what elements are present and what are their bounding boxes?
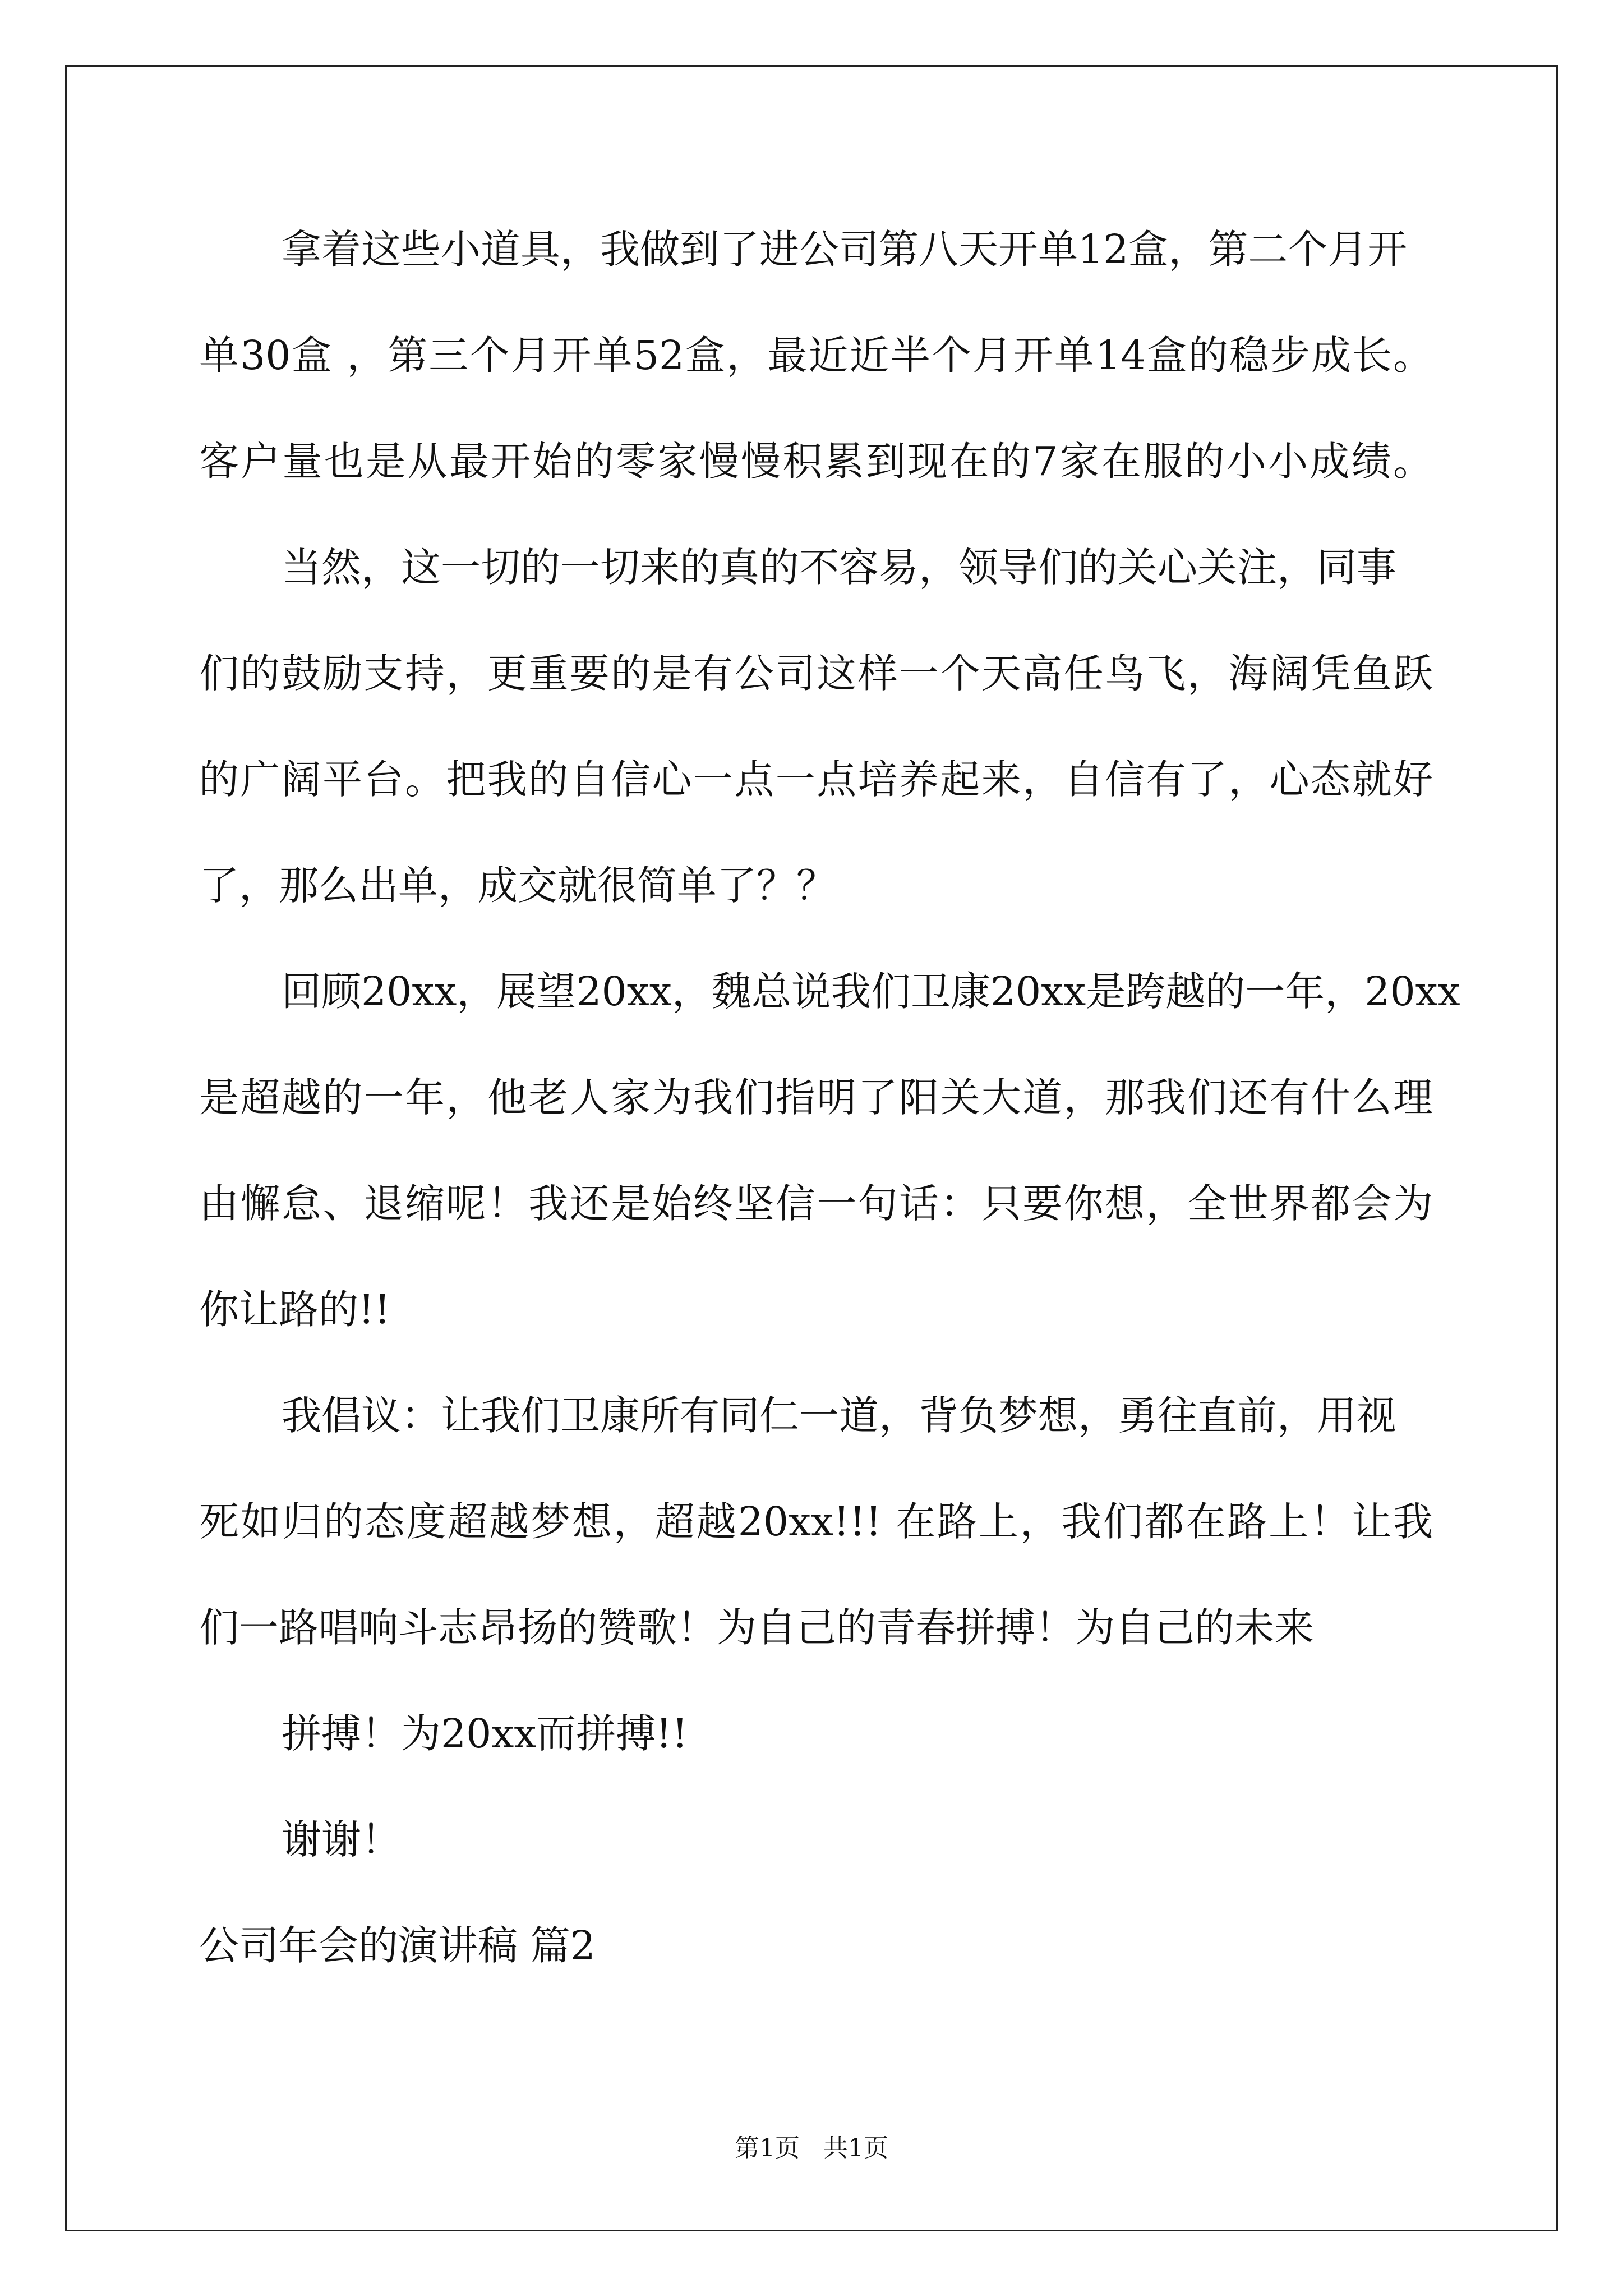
paragraph-3-line-3: 由懈怠、退缩呢！我还是始终坚信一句话：只要你想，全世界都会为 — [199, 1180, 1433, 1227]
paragraph-3-line-2: 是超越的一年，他老人家为我们指明了阳关大道，那我们还有什么理 — [199, 1074, 1433, 1121]
paragraph-4-line-4: 拼搏！为20xx而拼搏!! — [282, 1710, 688, 1757]
section-heading: 公司年会的演讲稿 篇2 — [199, 1922, 596, 1969]
paragraph-1-line-3: 客户量也是从最开始的零家慢慢积累到现在的7家在服的小小成绩。 — [199, 438, 1433, 485]
paragraph-3-line-1: 回顾20xx，展望20xx，魏总说我们卫康20xx是跨越的一年，20xx — [282, 968, 1460, 1015]
paragraph-1-line-2: 单30盒 ，第三个月开单52盒，最近近半个月开单14盒的稳步成长。 — [199, 332, 1433, 379]
closing-thanks: 谢谢！ — [282, 1816, 402, 1863]
page-number: 第1页 共1页 — [735, 2134, 888, 2162]
paragraph-2-line-4: 了，那么出单，成交就很简单了？？ — [199, 862, 837, 909]
paragraph-4-line-1: 我倡议：让我们卫康所有同仁一道，背负梦想，勇往直前，用视 — [282, 1392, 1397, 1439]
paragraph-4-line-2: 死如归的态度超越梦想，超越20xx!!! 在路上，我们都在路上！让我 — [199, 1498, 1433, 1545]
paragraph-1-line-1: 拿着这些小道具，我做到了进公司第八天开单12盒，第二个月开 — [282, 226, 1408, 273]
page-border — [65, 65, 1558, 2231]
paragraph-4-line-3: 们一路唱响斗志昂扬的赞歌！为自己的青春拼搏！为自己的未来 — [199, 1604, 1315, 1651]
paragraph-2-line-1: 当然，这一切的一切来的真的不容易，领导们的关心关注，同事 — [282, 544, 1397, 591]
paragraph-3-line-4: 你让路的!! — [199, 1286, 391, 1333]
paragraph-2-line-2: 们的鼓励支持，更重要的是有公司这样一个天高任鸟飞，海阔凭鱼跃 — [199, 650, 1433, 697]
paragraph-2-line-3: 的广阔平台。把我的自信心一点一点培养起来，自信有了，心态就好 — [199, 756, 1433, 803]
